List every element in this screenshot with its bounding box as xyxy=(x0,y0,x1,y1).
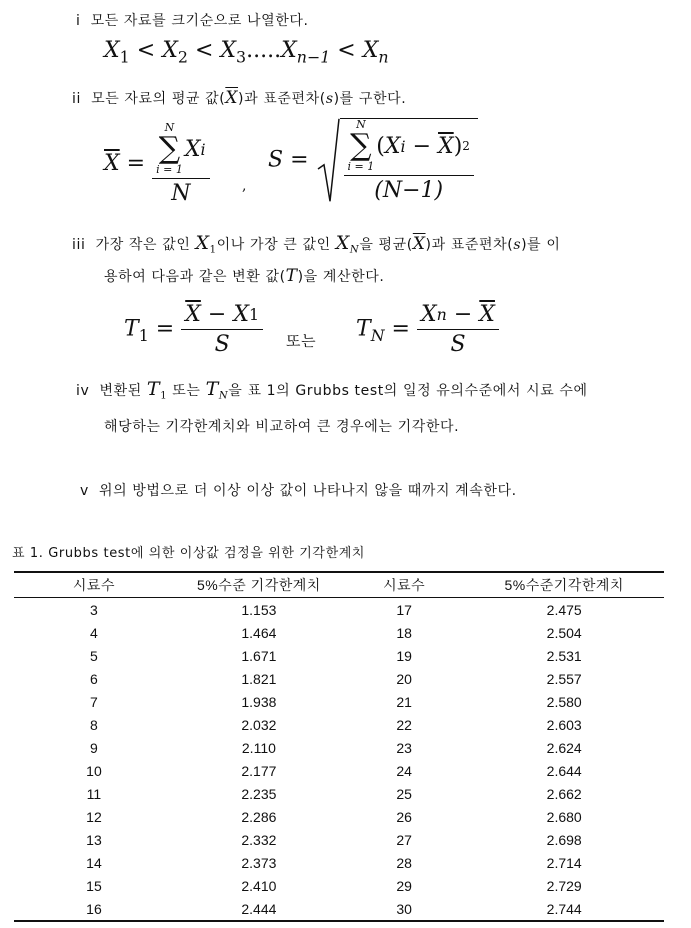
table-cell: 10 xyxy=(86,762,102,779)
step-v: v 위의 방법으로 더 이상 이상 값이 나타나지 않을 때까지 계속한다. xyxy=(80,483,517,499)
header-critical-value: 5%수준기각한계치 xyxy=(464,572,664,598)
table-row xyxy=(14,851,664,874)
table-row xyxy=(14,621,664,644)
table-cell: 18 xyxy=(396,624,412,641)
step-ii: ii 모든 자료의 평균 값$(\overline{X})$과 표준편차(s)를 구한다. xyxy=(72,88,407,108)
table-cell: 2.624 xyxy=(546,739,582,756)
table-header-row xyxy=(14,572,664,598)
formula-separator: , xyxy=(242,178,247,194)
table-row xyxy=(14,759,664,782)
step-number: iii xyxy=(72,237,86,253)
table-cell: 2.680 xyxy=(546,808,582,825)
step-number: ii xyxy=(72,91,81,107)
table-cell: 26 xyxy=(396,808,412,825)
table-body xyxy=(14,598,664,922)
step-number: i xyxy=(76,13,81,29)
header-sample-count: 시료수 xyxy=(344,572,464,598)
table-cell: 2.444 xyxy=(174,897,344,921)
table-cell: 14 xyxy=(86,854,102,871)
table-cell: 27 xyxy=(396,831,412,848)
table-cell: 2.557 xyxy=(546,670,582,687)
table-row xyxy=(14,598,664,622)
table-cell: 2.475 xyxy=(546,601,582,618)
table-cell: 7 xyxy=(90,693,98,710)
table-row xyxy=(14,782,664,805)
table-cell: 2.032 xyxy=(241,716,277,733)
table-cell: 21 xyxy=(396,693,412,710)
table-cell: 30 xyxy=(344,897,464,921)
header-sample-count: 시료수 xyxy=(14,572,174,598)
formula-ordering: $X_1 < X_2 < X_3.....X_{n-1} < X_n$ xyxy=(104,38,389,67)
table-cell: 2.603 xyxy=(546,716,582,733)
step-number: iv xyxy=(76,383,90,399)
table-cell: 17 xyxy=(396,601,412,618)
grubbs-table xyxy=(14,571,664,922)
table-cell: 8 xyxy=(90,716,98,733)
step-i xyxy=(76,10,309,30)
table-row xyxy=(14,828,664,851)
table-row xyxy=(14,667,664,690)
mean-symbol: $\overline{X}$ xyxy=(225,88,239,108)
table-row xyxy=(14,690,664,713)
table-cell: 2.729 xyxy=(546,877,582,894)
table-cell: 1.464 xyxy=(241,624,277,641)
formula-mean: $\overline{X}$ = N ∑ i = 1 X i N xyxy=(104,122,210,206)
table-cell: 2.644 xyxy=(546,762,582,779)
table-cell: 2.410 xyxy=(241,877,277,894)
table-cell: 1.821 xyxy=(241,670,277,687)
table-cell: 24 xyxy=(396,762,412,779)
table-cell: 2.504 xyxy=(546,624,582,641)
table-cell: 2.531 xyxy=(546,647,582,664)
table-cell: 1.671 xyxy=(241,647,277,664)
table-cell: 20 xyxy=(396,670,412,687)
or-text: 또는 xyxy=(286,332,317,350)
step-iv-line2: 해당하는 기각한계치와 비교하여 큰 경우에는 기각한다. xyxy=(104,419,460,435)
table-cell: 1.153 xyxy=(241,601,277,618)
table-cell: 23 xyxy=(396,739,412,756)
table-row xyxy=(14,805,664,828)
table-cell: 15 xyxy=(86,877,102,894)
formula-stdev: S = N ∑ i = 1 ( X i − $\overline{X}$ ) 2 (N−1) xyxy=(268,118,478,203)
table-cell: 19 xyxy=(396,647,412,664)
table-cell: 12 xyxy=(86,808,102,825)
step-text: 모든 자료를 크기순으로 나열한다. xyxy=(90,13,309,29)
table-row xyxy=(14,897,664,921)
step-iii-line1: iii 가장 작은 값인 $X_1$이나 가장 큰 값인 $X_N$을 평균$(\overline{X})$과 표준편차(s)를 이 xyxy=(72,232,561,256)
table-cell: 2.332 xyxy=(241,831,277,848)
table-caption: 표 1. Grubbs test에 의한 이상값 검정을 위한 기각한계치 xyxy=(12,546,366,561)
table-row xyxy=(14,736,664,759)
step-number: v xyxy=(80,483,89,499)
table-cell: 2.662 xyxy=(546,785,582,802)
table-cell: 2.714 xyxy=(546,854,582,871)
table-row xyxy=(14,874,664,897)
table-cell: 4 xyxy=(90,624,98,641)
table-cell: 5 xyxy=(90,647,98,664)
table-cell: 25 xyxy=(396,785,412,802)
table-cell: 2.698 xyxy=(546,831,582,848)
table-cell: 2.110 xyxy=(241,739,276,756)
table-cell: 16 xyxy=(14,897,174,921)
table-cell: 13 xyxy=(86,831,102,848)
step-iv-line1: iv 변환된 $T_1$ 또는 $T_N$을 표 1의 Grubbs test의 일정 유의수준에서 시료 수에 xyxy=(76,378,588,402)
table-cell: 11 xyxy=(86,785,102,802)
table-cell: 2.235 xyxy=(241,785,277,802)
table-cell: 9 xyxy=(90,739,98,756)
table-cell: 2.286 xyxy=(241,808,277,825)
table-cell: 29 xyxy=(396,877,412,894)
table-row xyxy=(14,644,664,667)
table-cell: 2.177 xyxy=(241,762,277,779)
table-cell: 1.938 xyxy=(241,693,277,710)
table-cell: 22 xyxy=(396,716,412,733)
formula-tn: $T_N$ = X n − $\overline{X}$ S xyxy=(356,302,499,357)
table-cell: 2.580 xyxy=(546,693,582,710)
formula-t1: $T_1$ = $\overline{X}$ − X 1 S xyxy=(124,302,263,357)
stdev-symbol: s xyxy=(325,91,334,107)
table-cell: 2.373 xyxy=(241,854,277,871)
step-iii-line2: 용하여 다음과 같은 변환 값(T)을 계산한다. xyxy=(104,266,385,286)
table-cell: 6 xyxy=(90,670,98,687)
table-cell: 3 xyxy=(90,601,98,618)
table-cell: 2.744 xyxy=(464,897,664,921)
table-row xyxy=(14,713,664,736)
table-cell: 28 xyxy=(396,854,412,871)
header-critical-value: 5%수준 기각한계치 xyxy=(174,572,344,598)
